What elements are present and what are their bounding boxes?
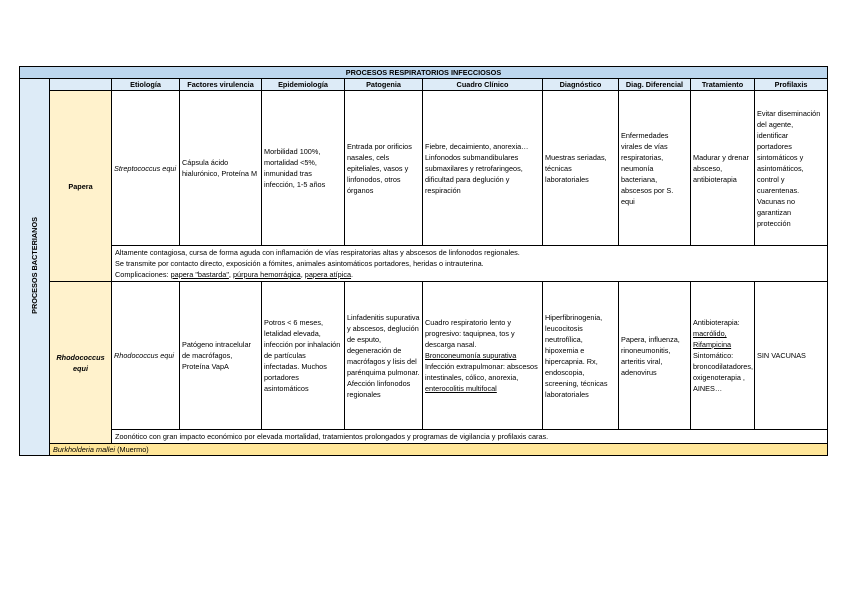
header-row: [20, 79, 828, 91]
disease-papera: Papera: [50, 91, 112, 282]
note-line: Complicaciones: papera "bastarda", púrpura hemorrágica, papera atípica.: [115, 270, 354, 279]
cuadro-text: Infección extrapulmonar: abscesos intestinales, cólico, anorexia,: [425, 362, 538, 382]
cell-diagnostico: Muestras seriadas, técnicas laboratoriales: [543, 91, 619, 246]
header-corner: [50, 79, 112, 91]
summary-sheet: [19, 66, 827, 456]
cell-diferencial: Enfermedades virales de vías respiratorias, neumonía bacteriana, abscesos por S. equi: [619, 91, 691, 246]
cell-diagnostico: Hiperfibrinogenia, leucocitosis neutrofílica, hipoxemia e hipercapnia. Rx, endoscopia, screening, técnicas laboratoriales: [543, 282, 619, 430]
cell-epidemiologia: Morbilidad 100%, mortalidad <5%, inmunidad tras infección, 1-5 años: [262, 91, 345, 246]
cell-factores: Cápsula ácido hialurónico, Proteína M: [180, 91, 262, 246]
table-row: [20, 282, 828, 430]
disease-rhodococcus: Rhodococcus equi: [50, 282, 112, 444]
notes-papera: [112, 246, 828, 282]
note-line: Se transmite por contacto directo, exposición a fómites, animales asintomáticos portadores, heridas o intrauterina.: [115, 259, 484, 268]
treatment-label: Antibioterapia:: [693, 318, 740, 327]
header-diagnostico: Diagnóstico: [543, 79, 619, 91]
cuadro-underlined: Bronconeumonía supurativa: [425, 351, 517, 360]
burkholderia-suffix: (Muermo): [115, 445, 149, 454]
cell-patogenia: Linfadenitis supurativa y abscesos, deglución de esputo, degeneración de macrófagos y lisis del parénquima pulmonar. Afección linfonodos regionales: [345, 282, 423, 430]
cuadro-underlined: enterocolitis multifocal: [425, 384, 497, 393]
note-line: Altamente contagiosa, cursa de forma aguda con inflamación de vías respiratorias altas y abscesos de linfonodos regionales.: [115, 248, 520, 257]
complication-link: papera "bastarda": [170, 270, 229, 279]
cell-etiologia: Rhodococcus equi: [112, 282, 180, 430]
table-row: [20, 444, 828, 456]
cell-profilaxis: Evitar diseminación del agente, identificar portadores sintomáticos y asintomáticos, control y cuarentenas. Vacunas no garantizan protección: [755, 91, 828, 246]
table-title: PROCESOS RESPIRATORIOS INFECCIOSOS: [20, 67, 828, 79]
header-patogenia: Patogenia: [345, 79, 423, 91]
group-label: PROCESOS BACTERIANOS: [30, 217, 39, 314]
cell-patogenia: Entrada por orificios nasales, cels epiteliales, vasos y linfonodos, otros órganos: [345, 91, 423, 246]
header-etiologia: Etiología: [112, 79, 180, 91]
complication-link: púrpura hemorrágica: [232, 270, 301, 279]
cell-diferencial: Papera, influenza, rinoneumonitis, arteritis viral, adenovirus: [619, 282, 691, 430]
table-row: [20, 91, 828, 246]
header-cuadro: Cuadro Clínico: [423, 79, 543, 91]
cell-etiologia: Streptococcus equi: [112, 91, 180, 246]
cell-tratamiento: [691, 282, 755, 430]
notes-rhodococcus: Zoonótico con gran impacto económico por elevada mortalidad, tratamientos prolongados y programas de vigilancia y profilaxis caras.: [112, 430, 828, 444]
table-row: [20, 430, 828, 444]
treatment-drugs: macrólido, Rifampicina: [693, 329, 732, 349]
complication-link: papera atípica: [304, 270, 352, 279]
header-tratamiento: Tratamiento: [691, 79, 755, 91]
table-row: [20, 246, 828, 282]
title-row: [20, 67, 828, 79]
header-epidemiologia: Epidemiología: [262, 79, 345, 91]
burkholderia-cell: [50, 444, 828, 456]
header-factores: Factores virulencia: [180, 79, 262, 91]
group-cell: [20, 79, 50, 456]
burkholderia-name: Burkholderia mallei: [53, 445, 116, 454]
cell-tratamiento: Madurar y drenar absceso, antibioterapia: [691, 91, 755, 246]
cell-epidemiologia: Potros < 6 meses, letalidad elevada, infección por inhalación de partículas infectadas. Muchos portadores asintomáticos: [262, 282, 345, 430]
note-label: Complicaciones:: [115, 270, 169, 279]
treatment-text: Sintomático: broncodilatadores, oxigenoterapia , AINES…: [693, 351, 754, 393]
cell-profilaxis: SIN VACUNAS: [755, 282, 828, 430]
cell-factores: Patógeno intracelular de macrófagos, Proteína VapA: [180, 282, 262, 430]
cuadro-text: Cuadro respiratorio lento y progresivo: taquipnea, tos y descarga nasal.: [425, 318, 515, 349]
header-diferencial: Diag. Diferencial: [619, 79, 691, 91]
cell-cuadro: Fiebre, decaimiento, anorexia… Linfonodos submandibulares submaxilares y retrofaringeos, dificultad para deglución y respiración: [423, 91, 543, 246]
cell-cuadro: [423, 282, 543, 430]
infectious-processes-table: [19, 66, 828, 456]
header-profilaxis: Profilaxis: [755, 79, 828, 91]
